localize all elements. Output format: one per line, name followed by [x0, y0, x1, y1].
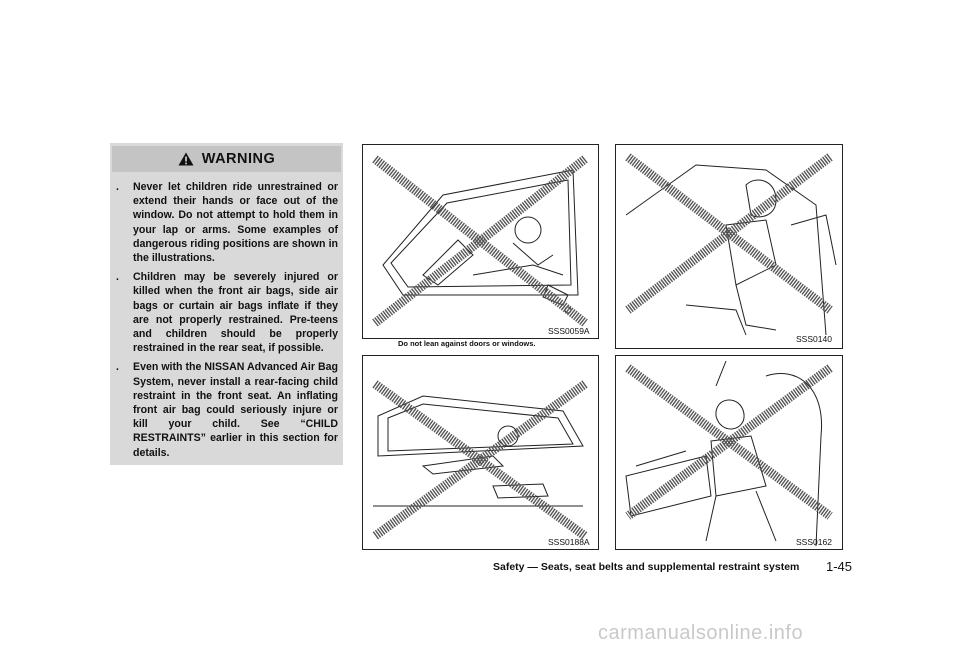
figure-lean-on-door — [362, 144, 599, 339]
rear-seat-illustration — [616, 145, 842, 348]
warning-item: . Children may be severely injured or killed when the front air bags, side air bags or curtain air bags inflate if they are not properly restrained. Pre-teens and children should be properly restrained in the rear seat, if possible. — [116, 271, 338, 355]
warning-triangle-icon — [178, 152, 194, 166]
bullet-icon: . — [116, 361, 119, 374]
figure-rear-seat-child — [615, 144, 843, 349]
figure-code: SSS0188A — [548, 537, 590, 547]
figure-code: SSS0140 — [796, 334, 832, 344]
bullet-icon: . — [116, 271, 119, 284]
warning-item: . Even with the NISSAN Advanced Air Bag System, never install a rear-facing child restraint in the front seat. An inflating front air bag could seriously injure or kill your child. See “CHILD RESTRAINTS” earlier in this section for details. — [116, 361, 338, 459]
figure-code: SSS0059A — [548, 326, 590, 336]
figure-child-in-lap — [615, 355, 843, 550]
watermark: carmanualsonline.info — [598, 622, 804, 644]
arm-out-window-illustration — [363, 356, 598, 549]
figure-caption: Do not lean against doors or windows. — [398, 339, 536, 348]
child-seat-belt-illustration — [616, 356, 842, 549]
warning-title: WARNING — [201, 151, 276, 167]
car-window-illustration — [363, 145, 598, 338]
figure-hand-out-window — [362, 355, 599, 550]
warning-list — [116, 180, 338, 465]
figure-code: SSS0162 — [796, 537, 832, 547]
page-number: 1-45 — [826, 559, 853, 574]
warning-item: . Never let children ride unrestrained or extend their hands or face out of the window. Do not attempt to hold them in your lap or arms. Some examples of dangerous riding positions are shown in the illustrations. — [116, 181, 338, 265]
warning-header — [112, 146, 341, 172]
bullet-icon: . — [116, 181, 119, 193]
section-footer: Safety — Seats, seat belts and supplemental restraint system — [493, 561, 800, 573]
